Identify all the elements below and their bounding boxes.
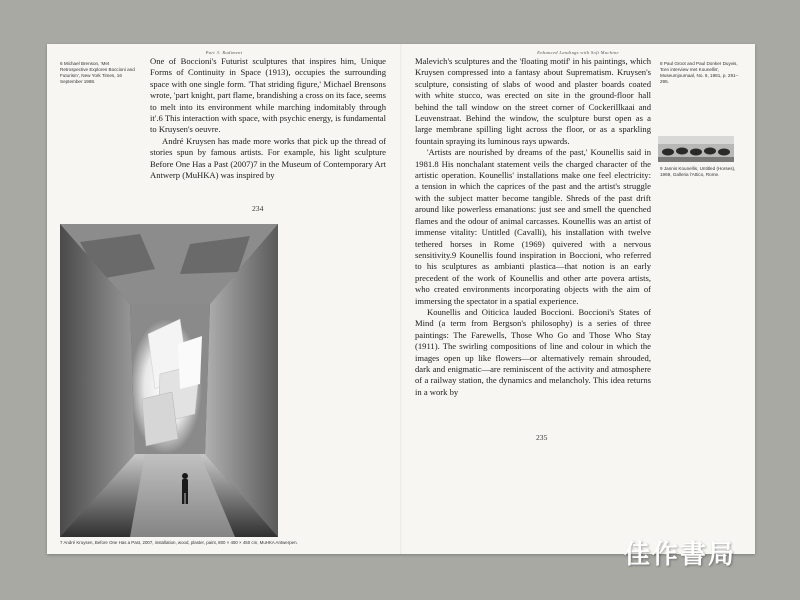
watermark-logo: 佳作書局 [624, 540, 737, 570]
paragraph: One of Boccioni's Futurist sculptures that inspires him, Unique Forms of Continuity in Space (1913), occupies the surrounding space with one single form. 'That striding figure,' Michael Brensons wrote, 'part knight, part flame, brandishing a cross on its face, seems to melt into its environment while marching indomitably through it'.6 This interaction with space, with psychic energy, is fundamental to Kruysen's oeuvre. [150, 56, 386, 135]
horses-thumbnail-drawing [658, 136, 734, 162]
side-note-number: 6 [60, 61, 63, 66]
book-spread [47, 44, 755, 554]
side-note-text: Michael Brenson, 'Met Retrospective Explores Boccioni and Futurism', New York Times, 16 September 1988. [60, 61, 135, 84]
side-note-6 [60, 61, 138, 85]
side-note-8 [660, 61, 740, 85]
installation-photo [60, 224, 278, 537]
side-note-number: 9 [660, 166, 663, 171]
page-number-left: 234 [252, 204, 264, 213]
horses-thumbnail [658, 136, 734, 162]
side-note-text: Jannis Kounellis, Untitled (Horses), 1969, Galleria l'Attico, Rome. [660, 166, 736, 177]
paragraph: Malevich's sculptures and the 'floating motif' in his paintings, which Kruysen compressed into a fantasy about Suprematism. Kruysen's sculpture, consisting of slabs of wood and plaster boards coated with white stucco, was erected on site in the ground-floor hall behind the tall window on the street corner of Cockerillkaai and Leuvenstraat. Behind the window, the sculpture burst open as a large membrane spilling light across the floor, or as a sparkling fountain spraying its luminous rays upwards. [415, 56, 651, 146]
running-head-right: Enhanced Landings with Soft Machine [537, 50, 619, 55]
paragraph: André Kruysen has made more works that pick up the thread of stories spun by famous artists. For example, his light sculpture Before One Has a Past (2007)7 in the Museum of Contemporary Art Antwerp (MuHKA) was inspired by [150, 135, 386, 181]
photo-caption [60, 540, 300, 546]
paragraph: Kounellis and Oiticica lauded Boccioni. Boccioni's States of Mind (a term from Bergson's philosophy) is a series of three paintings: The Farewells, Those Who Go and Those Who Stay (1911). The swirling compositions of line and colour in which the images open up like flowers—or alternatively remain shrouded, dark and enigmatic—are reminiscent of the activity and atmosphere of a railway station, the dynamics and melancholy. This idea returns in a work by [415, 306, 651, 397]
side-note-9 [660, 166, 740, 178]
caption-text: André Kruysen, Before One Has a Past, 2007, installation, wood, plaster, paint, 800 × 450 × 450 cm, MuHKA Antwerpen. [63, 540, 298, 545]
side-note-text: Paul Groot and Paul Donker Duyvis, 'Een interview met Kounellis', Museumjournaal, No. 6, 1981, p. 291–295. [660, 61, 739, 84]
left-body-text [150, 56, 386, 181]
paragraph: 'Artists are nourished by dreams of the past,' Kounellis said in 1981.8 His nonchalant statement veils the charged character of the artistic operation. Kounellis' installations make one feel electricity: a tension in which the caprices of the past and the artist's struggle with the subject matter become tangible. Shreds of the past drift around like powerless emanations: just see and smell the quenched flames and the odour of animal carcasses. Kounellis was an artist of immense vitality: Untitled (Cavalli), his installation with twelve tethered horses in Rome (1969) quivered with a nervous sensitivity.9 Kounellis found inspiration in Boccioni, who referred to his sculptures as ambianti plastica—that notion is an early precedent of the work of Kounellis and other arte povera artists, who created environments incorporating objects with the aim of immersing the spectator in a spatial experience. [415, 147, 651, 306]
right-body-text [415, 56, 651, 398]
side-note-number: 8 [660, 61, 663, 66]
page-gutter [400, 44, 402, 554]
caption-number: 7 [60, 540, 63, 545]
running-head-left: Part 3: Rudiment [205, 50, 243, 55]
page-number-right: 235 [536, 433, 548, 442]
installation-photo-drawing [60, 224, 278, 537]
